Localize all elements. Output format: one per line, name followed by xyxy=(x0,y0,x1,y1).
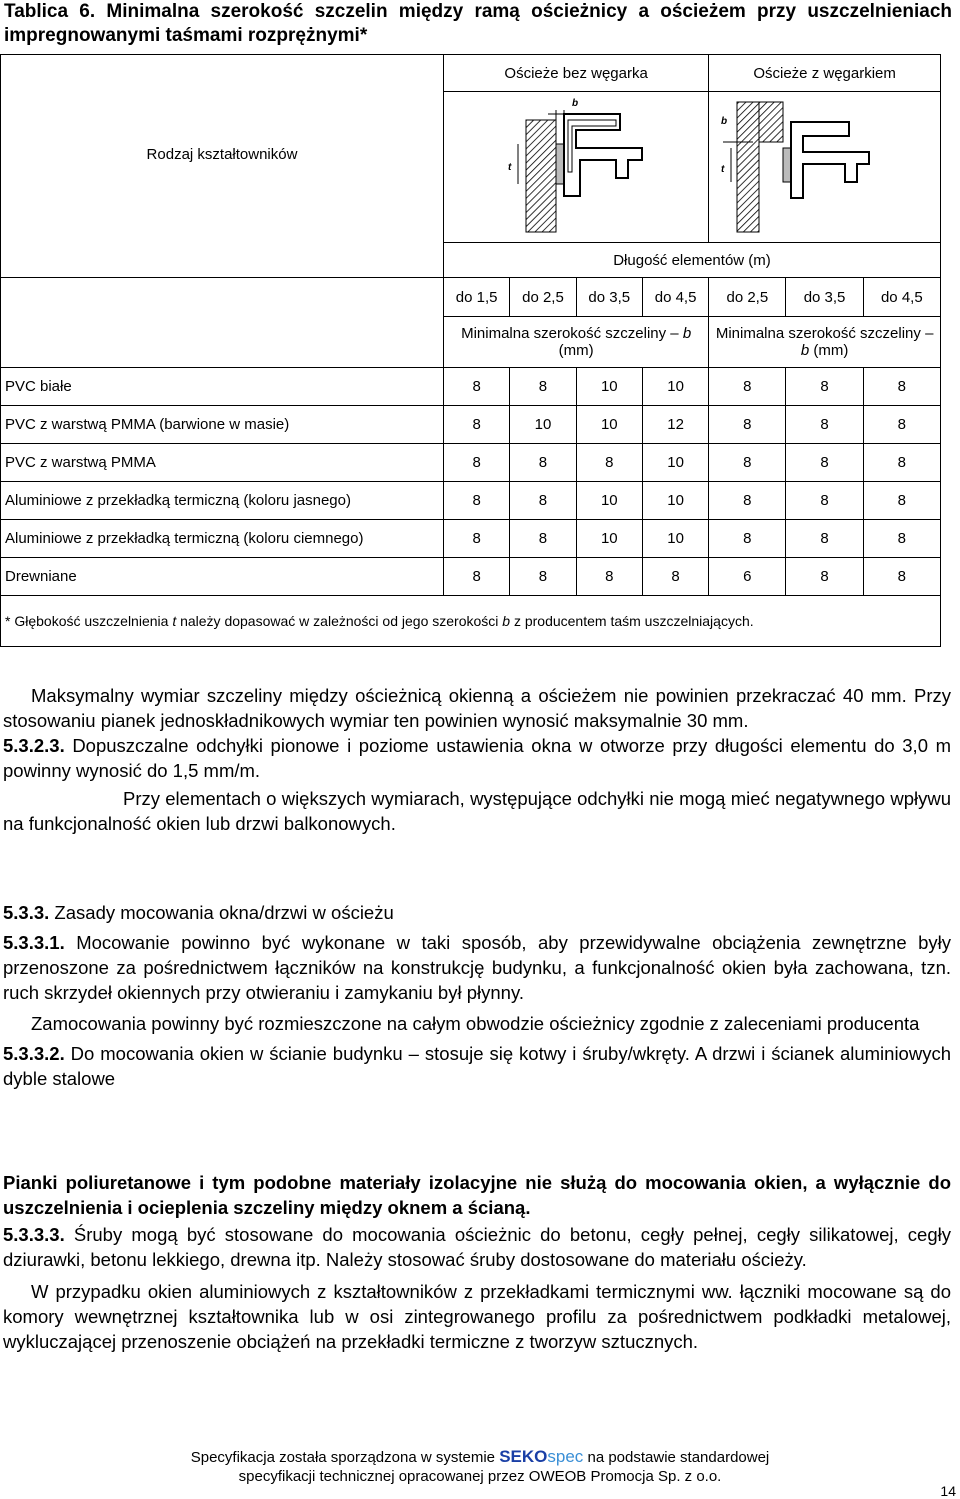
gap-value-cell: 10 xyxy=(576,406,642,444)
drawing-with-rebate xyxy=(709,92,941,243)
gap-value-cell: 8 xyxy=(510,368,576,406)
paragraph-aluminium-windows: W przypadku okien aluminiowych z kształtowników z przekładkami termicznymi ww. łączniki mocowane są do komory wewnętrznej kształtownika lub w osi zintegrowanego profilu za pośrednictwem podkładki metalowej, wykluczającej przenoszenie obciążeń na przekładki termiczne z tworzyw sztucznych. xyxy=(3,1281,951,1352)
fig-label-b: b xyxy=(572,98,579,109)
gap-value-cell: 10 xyxy=(510,406,576,444)
gap-value-cell: 12 xyxy=(642,406,708,444)
min-width-without xyxy=(444,317,709,368)
gap-width-table xyxy=(0,54,941,647)
footer-line-2: specyfikacji technicznej opracowanej przez OWEOB Promocja Sp. z o.o. xyxy=(238,1468,722,1485)
gap-value-cell: 8 xyxy=(863,406,940,444)
section-number: 5.3.2.3. xyxy=(3,735,65,756)
profile-type-cell: PVC białe xyxy=(1,368,444,406)
range-cell: do 4,5 xyxy=(642,278,708,317)
table-title: Tablica 6. Minimalna szerokość szczelin między ramą ościeżnicy a ościeżem przy uszczelnieniach impregnowanymi taśmami rozprężnymi* xyxy=(4,1,952,46)
gap-value-cell: 8 xyxy=(863,482,940,520)
gap-value-cell: 8 xyxy=(786,520,863,558)
range-cell: do 2,5 xyxy=(709,278,786,317)
range-cell: do 2,5 xyxy=(510,278,576,317)
paragraph-anchor-placement: Zamocowania powinny być rozmieszczone na całym obwodzie ościeżnicy zgodnie z zaleceniami producenta xyxy=(31,1013,920,1034)
gap-value-cell: 8 xyxy=(786,444,863,482)
range-cell: do 1,5 xyxy=(444,278,510,317)
col-header-with: Ościeże z węgarkiem xyxy=(709,55,941,92)
footnote-text: z producentem taśm uszczelniających. xyxy=(510,612,754,629)
sekospec-logo-part-1: SEKO xyxy=(499,1447,548,1466)
paragraph-text: Mocowanie powinno być wykonane w taki sposób, aby przewidywalne obciążenia zewnętrzne były przenoszone za pośrednictwem łączników na konstrukcję budynku, a funkcjonalność okien była zachowana, tzn. ruch skrzydeł okiennych przy otwieraniu i zamykaniu był płynny. xyxy=(3,932,951,1003)
gap-value-cell: 8 xyxy=(709,368,786,406)
gap-value-cell: 8 xyxy=(444,520,510,558)
table-footnote xyxy=(1,596,941,647)
section-number: 5.3.3. xyxy=(3,902,50,923)
body-text-block-3 xyxy=(3,1170,951,1354)
paragraph-text: Śruby mogą być stosowane do mocowania ościeżnic do betonu, cegły pełnej, cegły silikatowej, cegły dziurawki, betonu lekkiego, drewna itp. Należy stosować śruby dostosowane do materiału ościeży. xyxy=(3,1224,951,1270)
section-number: 5.3.3.1. xyxy=(3,932,65,953)
footnote-text: * Głębokość uszczelnienia xyxy=(5,612,173,629)
gap-value-cell: 8 xyxy=(786,482,863,520)
gap-value-cell: 8 xyxy=(444,558,510,596)
frame-without-rebate-figure xyxy=(448,92,698,238)
fig-label-b-2: b xyxy=(721,116,728,127)
gap-value-cell: 10 xyxy=(576,482,642,520)
gap-value-cell: 8 xyxy=(444,406,510,444)
table-row xyxy=(1,444,941,482)
section-number: 5.3.3.3. xyxy=(3,1224,65,1245)
section-heading: Zasady mocowania okna/drzwi w ościeżu xyxy=(49,902,394,923)
gap-value-cell: 10 xyxy=(576,520,642,558)
min-width-without-text: Minimalna szerokość szczeliny – xyxy=(461,325,683,342)
range-cell: do 3,5 xyxy=(786,278,863,317)
gap-value-cell: 8 xyxy=(510,482,576,520)
gap-value-cell: 8 xyxy=(576,444,642,482)
range-cell: do 3,5 xyxy=(576,278,642,317)
gap-value-cell: 8 xyxy=(444,482,510,520)
dash: – xyxy=(925,325,934,342)
gap-value-cell: 8 xyxy=(786,406,863,444)
paragraph-foam-warning: Pianki poliuretanowe i tym podobne materiały izolacyjne nie służą do mocowania okien, a wyłącznie do uszczelnienia i ocieplenia szczeliny między oknem a ścianą. xyxy=(3,1172,951,1218)
gap-value-cell: 8 xyxy=(510,520,576,558)
length-header: Długość elementów (m) xyxy=(444,243,941,278)
row-header-cell xyxy=(1,55,444,278)
min-width-with xyxy=(709,317,941,368)
empty-cell xyxy=(1,278,444,368)
page-number: 14 xyxy=(940,1483,956,1499)
profile-type-cell: Aluminiowe z przekładką termiczną (koloru jasnego) xyxy=(1,482,444,520)
paragraph-5-3-3-1 xyxy=(3,930,951,1005)
profile-type-cell: Aluminiowe z przekładką termiczną (koloru ciemnego) xyxy=(1,520,444,558)
gap-value-cell: 8 xyxy=(786,558,863,596)
table-row xyxy=(1,558,941,596)
drawing-without-rebate xyxy=(444,92,709,243)
gap-value-cell: 8 xyxy=(642,558,708,596)
body-text-block-1 xyxy=(3,683,951,836)
gap-value-cell: 8 xyxy=(576,558,642,596)
gap-value-cell: 8 xyxy=(444,368,510,406)
b-symbol: b xyxy=(502,612,511,629)
gap-value-cell: 8 xyxy=(786,368,863,406)
fig-label-t-2: t xyxy=(721,164,725,175)
gap-value-cell: 10 xyxy=(642,368,708,406)
b-symbol: b xyxy=(800,342,810,359)
section-5-3-3-heading xyxy=(3,900,951,925)
gap-value-cell: 8 xyxy=(510,444,576,482)
paragraph-text: Do mocowania okien w ścianie budynku – stosuje się kotwy i śruby/wkręty. A drzwi i ścianek aluminiowych dyble stalowe xyxy=(3,1043,951,1089)
gap-value-cell: 6 xyxy=(709,558,786,596)
sekospec-logo-part-2: spec xyxy=(547,1447,584,1466)
profile-type-cell: PVC z warstwą PMMA xyxy=(1,444,444,482)
gap-value-cell: 10 xyxy=(642,520,708,558)
gap-value-cell: 8 xyxy=(863,444,940,482)
table-row xyxy=(1,520,941,558)
frame-with-rebate-figure xyxy=(713,92,913,238)
footer-text: na podstawie standardowej xyxy=(583,1449,770,1466)
fig-label-t: t xyxy=(508,162,512,173)
gap-value-cell: 8 xyxy=(510,558,576,596)
t-symbol: t xyxy=(172,612,177,629)
body-text-block-2 xyxy=(3,900,951,1091)
paragraph-5-3-2-3 xyxy=(3,733,951,783)
gap-value-cell: 8 xyxy=(709,406,786,444)
profile-type-cell: Drewniane xyxy=(1,558,444,596)
paragraph-5-3-3-3 xyxy=(3,1222,951,1272)
gap-value-cell: 8 xyxy=(709,482,786,520)
paragraph-larger-elements: Przy elementach o większych wymiarach, występujące odchyłki nie mogą mieć negatywnego wpływu na funkcjonalność okien lub drzwi balkonowych. xyxy=(3,788,951,834)
page-footer xyxy=(0,1447,960,1486)
footer-text: Specyfikacja została sporządzona w systemie xyxy=(190,1449,500,1466)
profile-type-cell: PVC z warstwą PMMA (barwione w masie) xyxy=(1,406,444,444)
gap-value-cell: 10 xyxy=(642,444,708,482)
table-row xyxy=(1,406,941,444)
unit-mm: (mm) xyxy=(558,342,594,359)
row-header: Rodzaj kształtowników xyxy=(146,145,298,163)
b-symbol: b xyxy=(682,325,692,342)
gap-value-cell: 8 xyxy=(444,444,510,482)
range-cell: do 4,5 xyxy=(863,278,940,317)
gap-value-cell: 8 xyxy=(863,520,940,558)
col-header-without: Ościeże bez węgarka xyxy=(444,55,709,92)
gap-value-cell: 8 xyxy=(863,558,940,596)
paragraph-max-gap: Maksymalny wymiar szczeliny między ościeżnicą okienną a ościeżem nie powinien przekraczać 40 mm. Przy stosowaniu pianek jednoskładnikowych wymiar ten powinien wynosić maksymalnie 30 mm. xyxy=(3,685,951,731)
unit-mm: (mm) xyxy=(809,342,849,359)
footer-line-1 xyxy=(0,1447,960,1467)
paragraph-5-3-3-2 xyxy=(3,1041,951,1091)
gap-value-cell: 10 xyxy=(642,482,708,520)
gap-value-cell: 10 xyxy=(576,368,642,406)
min-width-with-text: Minimalna szerokość szczeliny xyxy=(715,325,926,342)
gap-value-cell: 8 xyxy=(709,444,786,482)
gap-value-cell: 8 xyxy=(863,368,940,406)
paragraph-text: Dopuszczalne odchyłki pionowe i poziome ustawienia okna w otworze przy długości elementu do 3,0 m powinny wynosić do 1,5 mm/m. xyxy=(3,735,951,781)
section-number: 5.3.3.2. xyxy=(3,1043,65,1064)
gap-value-cell: 8 xyxy=(709,520,786,558)
footnote-text: należy dopasować w zależności od jego szerokości xyxy=(176,612,503,629)
table-row xyxy=(1,482,941,520)
table-row xyxy=(1,368,941,406)
